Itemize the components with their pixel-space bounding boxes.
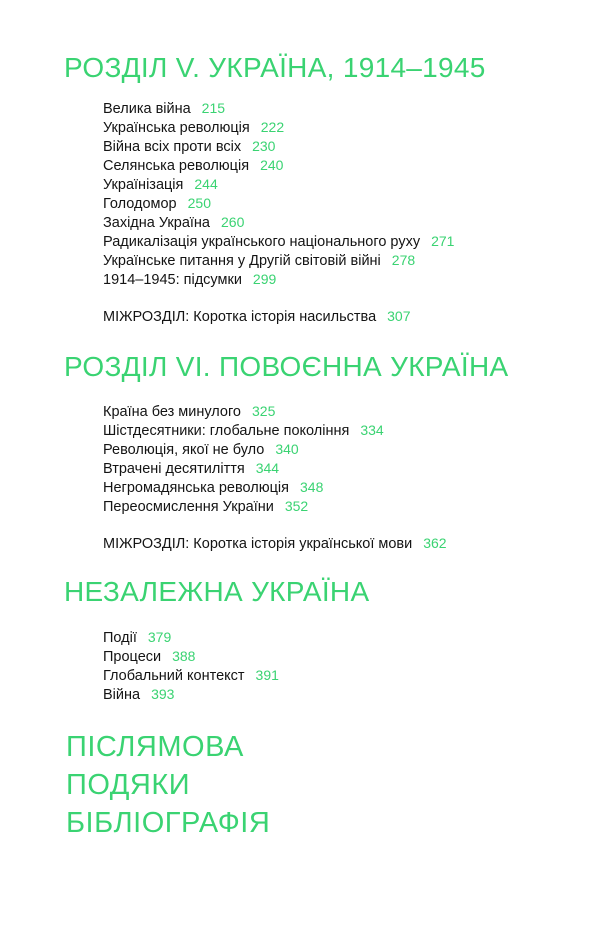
toc-entry-page: 260 — [221, 214, 245, 230]
toc-entry-label: Українське питання у Другій світовій війні — [103, 253, 381, 269]
backmatter-acknowledgements[interactable]: ПОДЯКИ — [66, 769, 191, 801]
toc-entry-label: Селянська революція — [103, 158, 250, 174]
toc-entry-page: 352 — [284, 498, 309, 514]
toc-entry[interactable] — [103, 404, 275, 420]
toc-entry-label: Українська революція — [103, 120, 250, 136]
toc-entry-label: Негромадянська революція — [103, 480, 289, 496]
toc-entry-label: Війна — [103, 687, 141, 703]
toc-entry-page: 325 — [252, 403, 276, 419]
toc-entry-page: 230 — [252, 138, 276, 154]
toc-entry-page: 299 — [252, 271, 277, 287]
toc-entry-label: Країна без минулого — [103, 404, 241, 420]
toc-entry[interactable] — [103, 158, 283, 174]
toc-entry-label: МІЖРОЗДІЛ: Коротка історія української мови — [103, 536, 413, 552]
toc-entry-page: 271 — [431, 233, 455, 249]
toc-entry-page: 391 — [255, 667, 279, 683]
toc-entry-label: Переосмислення України — [103, 499, 274, 515]
toc-entry-label: Голодомор — [103, 196, 177, 212]
toc-entry[interactable] — [103, 630, 171, 646]
toc-entry[interactable] — [103, 234, 454, 250]
toc-entry[interactable] — [103, 139, 275, 155]
section-heading-independent: НЕЗАЛЕЖНА УКРАЇНА — [64, 576, 370, 607]
toc-entry-label: Революція, якої не було — [103, 442, 265, 458]
toc-entry-label: Втрачені десятиліття — [103, 461, 245, 477]
toc-entry[interactable] — [103, 253, 415, 269]
toc-entry[interactable] — [103, 177, 218, 193]
toc-entry-label: Війна всіх проти всіх — [103, 139, 242, 155]
toc-entry-label: Радикалізація українського національного руху — [103, 234, 421, 250]
toc-entry[interactable] — [103, 668, 279, 684]
toc-entry-page: 362 — [423, 535, 447, 551]
toc-entry-page: 379 — [147, 629, 172, 645]
toc-entry[interactable] — [103, 687, 174, 703]
toc-interchapter[interactable] — [103, 536, 447, 552]
toc-entry-page: 240 — [260, 157, 284, 173]
toc-entry[interactable] — [103, 480, 323, 496]
toc-entry-label: Велика війна — [103, 101, 191, 117]
toc-entry-label: Процеси — [103, 649, 162, 665]
toc-entry-page: 388 — [172, 648, 196, 664]
toc-entry-page: 344 — [255, 460, 280, 476]
toc-entry[interactable] — [103, 196, 211, 212]
toc-entry-page: 222 — [260, 119, 285, 135]
toc-entry[interactable] — [103, 101, 225, 117]
toc-entry-label: МІЖРОЗДІЛ: Коротка історія насильства — [103, 309, 377, 325]
section-heading-6: РОЗДІЛ VI. ПОВОЄННА УКРАЇНА — [64, 351, 509, 382]
toc-entry[interactable] — [103, 461, 279, 477]
toc-entry-label: Західна Україна — [103, 215, 210, 231]
toc-entry[interactable] — [103, 649, 195, 665]
toc-entry-page: 393 — [151, 686, 175, 702]
toc-entry[interactable] — [103, 215, 244, 231]
backmatter-afterword[interactable]: ПІСЛЯМОВА — [66, 731, 244, 763]
toc-entry-label: Глобальний контекст — [103, 668, 245, 684]
toc-entry-page: 334 — [360, 422, 384, 438]
toc-entry-label: Шістдесятники: глобальне покоління — [103, 423, 350, 439]
toc-entry-label: Українізація — [103, 177, 184, 193]
toc-entry-label: 1914–1945: підсумки — [103, 272, 242, 288]
toc-entry[interactable] — [103, 499, 308, 515]
toc-entry-page: 307 — [387, 308, 411, 324]
toc-entry-page: 215 — [201, 100, 226, 116]
backmatter-bibliography[interactable]: БІБЛІОГРАФІЯ — [66, 807, 271, 839]
toc-entry-page: 340 — [275, 441, 299, 457]
toc-entry[interactable] — [103, 423, 384, 439]
toc-entry-page: 278 — [391, 252, 416, 268]
toc-entry-page: 348 — [300, 479, 324, 495]
toc-entry-page: 244 — [194, 176, 218, 192]
toc-entry[interactable] — [103, 120, 284, 136]
toc-entry[interactable] — [103, 442, 299, 458]
toc-entry[interactable] — [103, 272, 276, 288]
toc-interchapter[interactable] — [103, 309, 411, 325]
section-heading-5: РОЗДІЛ V. УКРАЇНА, 1914–1945 — [64, 52, 486, 83]
toc-entry-label: Події — [103, 630, 137, 646]
toc-entry-page: 250 — [187, 195, 211, 211]
